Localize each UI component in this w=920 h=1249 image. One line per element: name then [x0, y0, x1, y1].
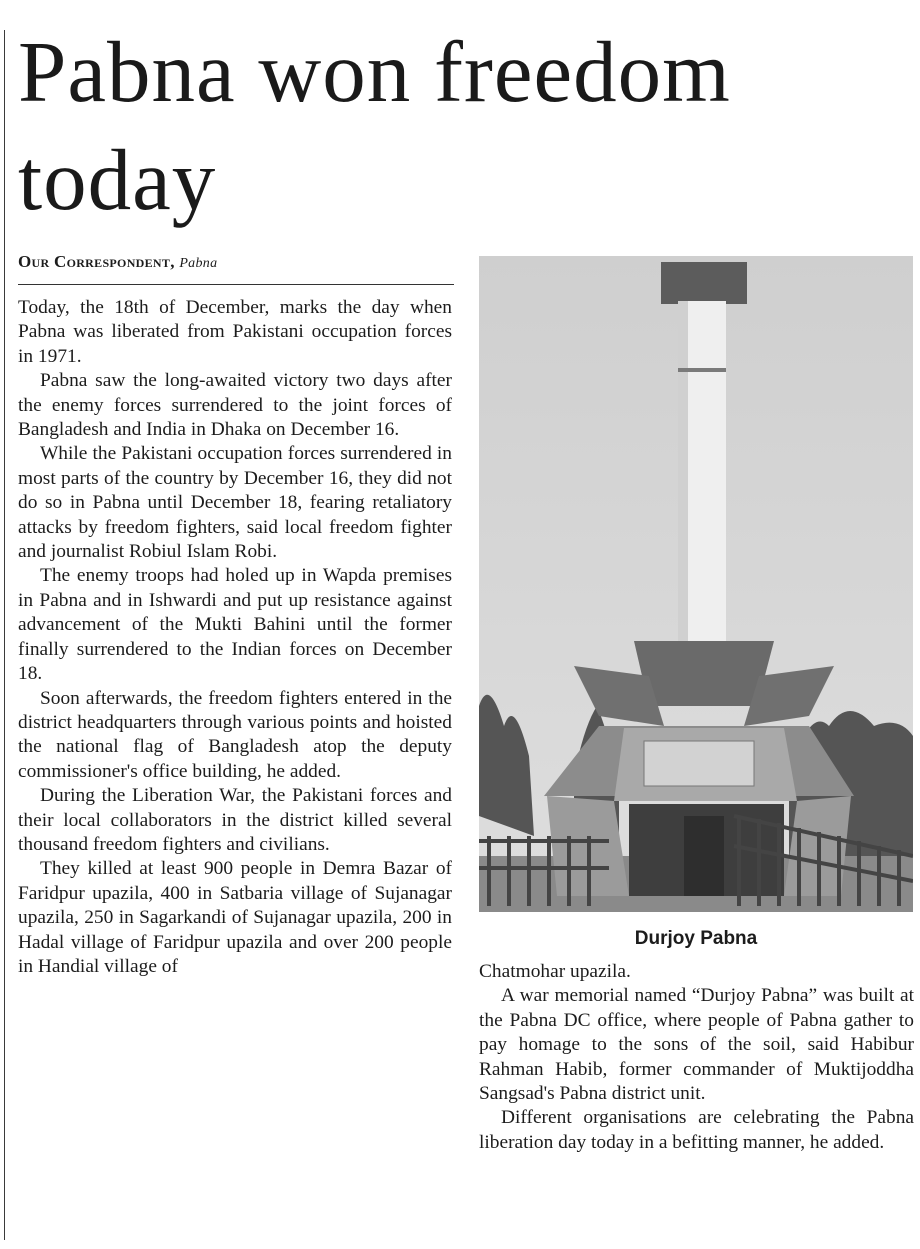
paragraph: The enemy troops had holed up in Wapda premises in Pabna and in Ishwardi and put up resistance against advancement of the Mukti Bahini until the former finally surrendered to the Indian forces on December 18. — [18, 565, 452, 685]
byline-author: Our Correspondent, — [18, 252, 175, 271]
byline-dateline: Pabna — [179, 256, 218, 271]
column-rule — [4, 30, 5, 1240]
paragraph: Chatmohar upazila. — [479, 961, 631, 982]
paragraph: During the Liberation War, the Pakistani forces and their local collaborators in the district killed several thousand freedom fighters and civilians. — [18, 785, 452, 855]
paragraph: Pabna saw the long-awaited victory two days after the enemy forces surrendered to the joint forces of Bangladesh and India in Dhaka on December 16. — [18, 370, 452, 441]
photo-caption: Durjoy Pabna — [634, 928, 758, 949]
headline: Pabna won freedom today — [18, 23, 731, 228]
byline — [18, 252, 217, 272]
paragraph: A war memorial named “Durjoy Pabna” was built at the Pabna DC office, where people of Pabna gather to pay homage to the sons of the soil, said Habibur Rahman Habib, former commander of Muktijoddha Sangsad's Pabna district unit. — [479, 985, 914, 1105]
paragraph: Today, the 18th of December, marks the day when Pabna was liberated from Pakistani occupation forces in 1971. — [18, 297, 452, 367]
paragraph: Different organisations are celebrating the Pabna liberation day today in a befitting manner, he added. — [479, 1107, 914, 1153]
paragraph: They killed at least 900 people in Demra Bazar of Faridpur upazila, 400 in Satbaria village of Sujanagar upazila, 250 in Sagarkandi of Sujanagar upazila, 200 in Hadal village of Faridpur upazila and over 200 people in Handial village of — [18, 858, 452, 977]
article-body-left-column — [18, 296, 452, 979]
memorial-photo — [479, 256, 913, 912]
article-body-right-column — [479, 960, 914, 1155]
paragraph: Soon afterwards, the freedom fighters entered in the district headquarters through various points and hoisted the national flag of Bangladesh atop the deputy commissioner's office building, he added. — [18, 687, 452, 782]
paragraph: While the Pakistani occupation forces surrendered in most parts of the country by December 16, they did not do so in Pabna until December 18, fearing retaliatory attacks by freedom fighters, said local freedom fighter and journalist Robiul Islam Robi. — [18, 443, 452, 563]
byline-divider — [18, 284, 454, 285]
